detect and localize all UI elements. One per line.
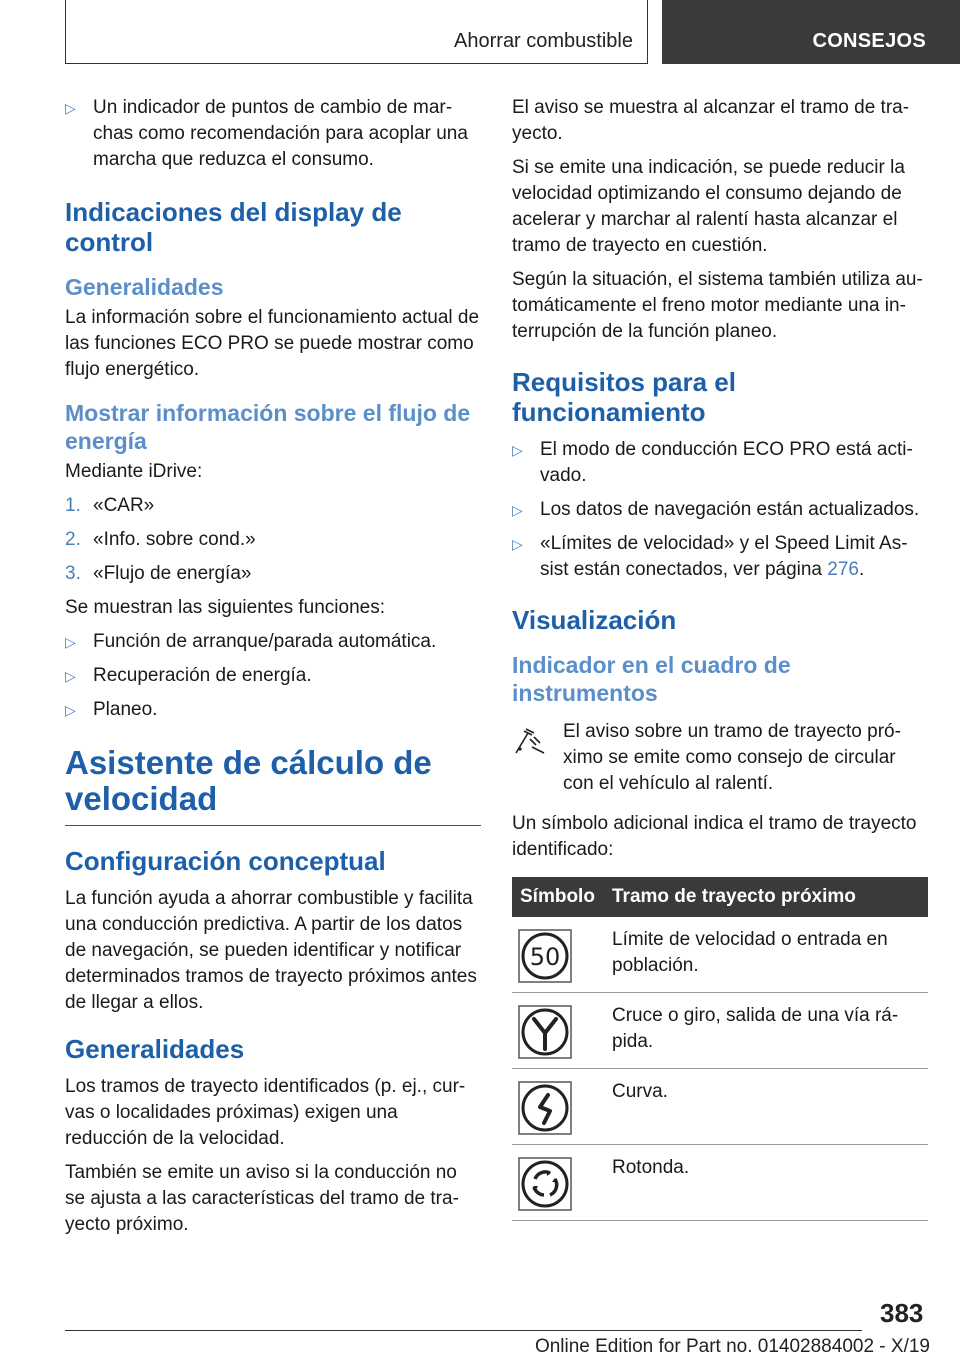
paragraph: Un símbolo adicional indica el tramo de trayecto identificado: (512, 813, 917, 860)
table-row (512, 917, 928, 993)
header-section-tab (65, 0, 648, 64)
paragraph: Los tramos de trayecto identificados (p. ej., curvas o localidades próximas) exigen una reducción de la velocidad. (65, 1076, 466, 1149)
step-item: 3. «Flujo de energía» (65, 563, 252, 584)
step-item: 2. «Info. sobre cond.» (65, 529, 256, 550)
paragraph: Según la situación, el sistema también utiliza automáticamente el freno motor mediante una interrupción de la función planeo. (512, 269, 923, 342)
paragraph: El aviso se muestra al alcanzar el tramo de trayecto. (512, 97, 910, 144)
paragraph: Se muestran las siguientes funciones: (65, 597, 386, 618)
footer-divider (65, 1330, 862, 1331)
section-heading: Configuración conceptual (65, 846, 386, 876)
table-cell: Límite de velocidad o entrada en población. (604, 917, 928, 993)
curve-icon (518, 1081, 572, 1135)
svg-text:50: 50 (529, 943, 561, 971)
triangle-bullet-icon: ▷ (512, 536, 523, 552)
table-row (512, 1145, 928, 1221)
list-item: ▷ «Límites de velocidad» y el Speed Limit Assist están conectados, ver página 276. (512, 533, 908, 580)
table-row (512, 993, 928, 1069)
triangle-bullet-icon: ▷ (512, 442, 523, 458)
icon-paragraph (512, 719, 928, 797)
paragraph: La información sobre el funcionamiento actual de las funciones ECO PRO se puede mostrar como flujo energético. (65, 307, 480, 380)
subsection-heading: Indicador en el cuadro de instrumentos (512, 652, 791, 706)
list-item: ▷ Los datos de navegación están actualizados. (512, 497, 928, 523)
section-heading: Indicaciones del display de control (65, 197, 402, 257)
junction-icon (518, 1005, 572, 1059)
triangle-bullet-icon: ▷ (65, 634, 76, 650)
list-item: ▷ Planeo. (65, 697, 481, 723)
table-cell: Rotonda. (604, 1145, 928, 1221)
list-item: ▷ Función de arranque/parada automática. (65, 629, 481, 655)
coasting-hint-icon (512, 723, 548, 759)
list-item: ▷ Un indicador de puntos de cambio de marchas como recomendación para acoplar una marcha que reduzca el consumo. (65, 97, 468, 170)
section-heading: Visualización (512, 605, 677, 635)
list-item: ▷ Recuperación de energía. (65, 663, 481, 689)
footer-edition: Online Edition for Part no. 01402884002 - X/19 (534, 1336, 930, 1357)
header-chapter-title: CONSEJOS (812, 30, 926, 52)
subsection-heading: Mostrar información sobre el flujo de energía (65, 400, 471, 454)
symbol-table (512, 877, 928, 1221)
table-header-cell: Tramo de trayecto próximo (604, 877, 928, 917)
table-cell: Cruce o giro, salida de una vía rápida. (604, 993, 928, 1069)
triangle-bullet-icon: ▷ (65, 100, 76, 116)
paragraph: Si se emite una indicación, se puede reducir la velocidad optimizando el consumo dejando de acelerar y marchar al ralentí hasta alcanzar el tramo de trayecto en cuestión. (512, 157, 905, 256)
table-header-cell: Símbolo (512, 877, 604, 917)
chapter-heading: Asistente de cálculo de velocidad (65, 745, 481, 826)
step-item: 1. «CAR» (65, 495, 155, 516)
section-heading: Generalidades (65, 1034, 245, 1064)
paragraph: El aviso sobre un tramo de trayecto próximo se emite como consejo de circular con el vehículo al ralentí. (563, 721, 901, 794)
subsection-heading: Generalidades (65, 274, 224, 300)
section-heading: Requisitos para el funcionamiento (512, 367, 736, 427)
speed-limit-50-icon (518, 929, 572, 983)
table-header-row (512, 877, 928, 917)
table-cell: Curva. (604, 1069, 928, 1145)
table-row (512, 1069, 928, 1145)
paragraph: La función ayuda a ahorrar combustible y facilita una conducción predictiva. A partir de los datos de navegación, se pueden identificar y notificar determinados tramos de trayecto próximos antes de llegar a ellos. (65, 888, 477, 1013)
triangle-bullet-icon: ▷ (65, 702, 76, 718)
triangle-bullet-icon: ▷ (65, 668, 76, 684)
paragraph: También se emite un aviso si la conducción no se ajusta a las características del tramo de trayecto próximo. (65, 1162, 459, 1235)
left-column (65, 95, 481, 1246)
roundabout-icon (518, 1157, 572, 1211)
right-column (512, 95, 928, 1221)
header-chapter-tab (662, 0, 960, 64)
triangle-bullet-icon: ▷ (512, 502, 523, 518)
header-section-title: Ahorrar combustible (454, 30, 633, 52)
paragraph: Mediante iDrive: (65, 461, 203, 482)
list-item: ▷ El modo de conducción ECO PRO está activado. (512, 439, 913, 486)
page-number: 383 (880, 1298, 924, 1328)
page-link[interactable]: 276 (827, 559, 859, 580)
